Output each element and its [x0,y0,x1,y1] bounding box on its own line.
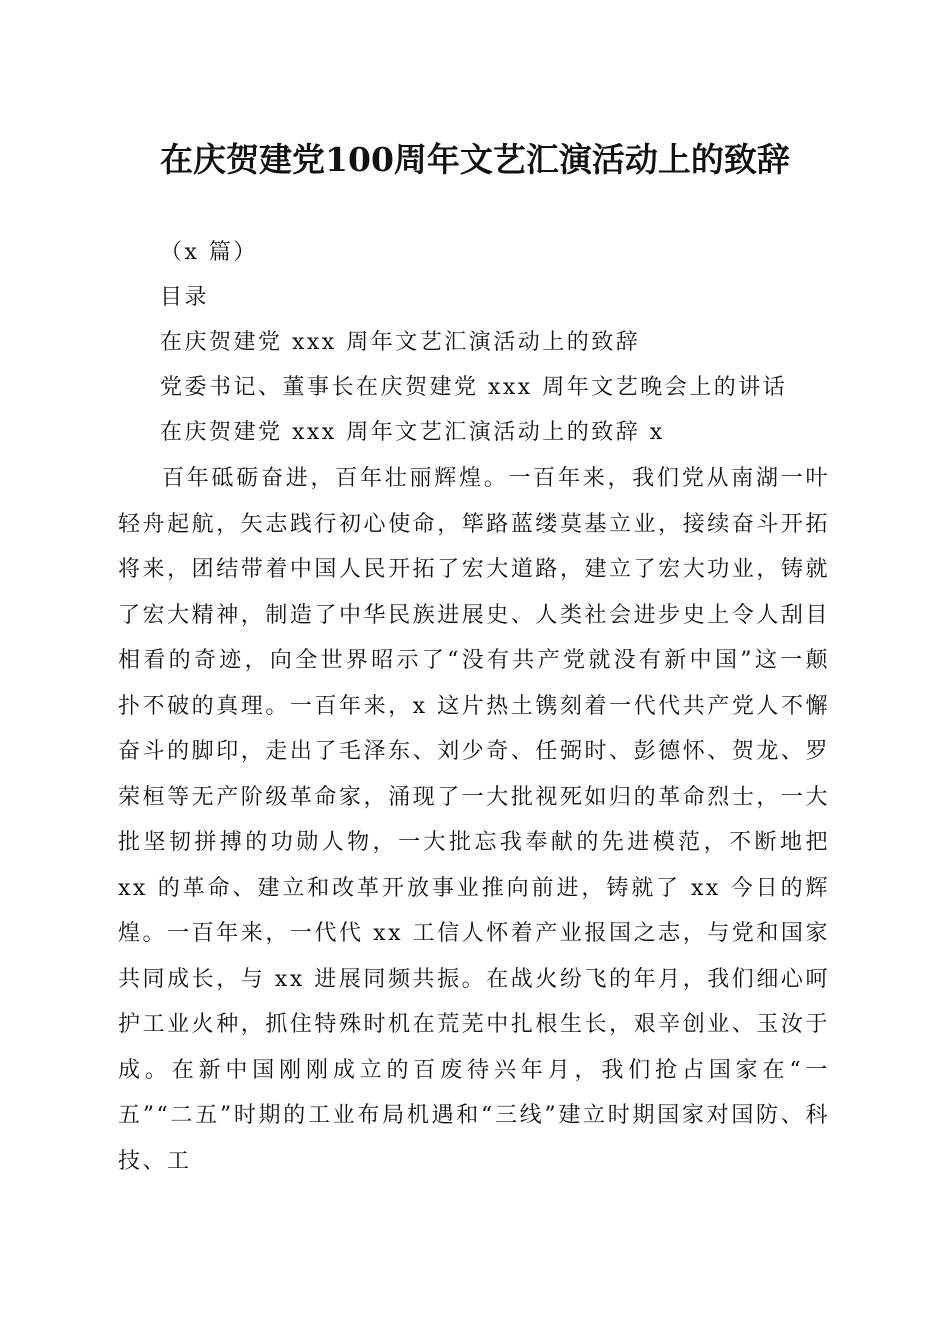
toc-heading: 目录 [160,285,210,310]
document-title: 在庆贺建党100周年文艺汇演活动上的致辞 [160,140,790,179]
body-paragraph: 百年砥砺奋进，百年壮丽辉煌。一百年来，我们党从南湖一叶轻舟起航，矢志践行初心使命，筚路蓝缕莫基立业，接续奋斗开拓将来，团结带着中国人民开拓了宏大道路，建立了宏大功业，铸就了宏大精神，制造了中华民族进展史、人类社会进步史上令人刮目相看的奇迹，向全世界昭示了“没有共产党就没有新中国”这一颠扑不破的真理。一百年来，x 这片热土镌刻着一代代共产党人不懈奋斗的脚印，走出了毛泽东、刘少奇、任弼时、彭德怀、贺龙、罗荣桓等无产阶级革命家，涌现了一大批视死如归的革命烈士，一大批坚韧拼搏的功勋人物，一大批忘我奉献的先进模范，不断地把 xx 的革命、建立和改革开放事业推向前进，铸就了 xx 今日的辉煌。一百年来，一代代 xx 工信人怀着产业报国之志，与党和国家共同成长，与 xx 进展同频共振。在战火纷飞的年月，我们细心呵护工业火种，抓住特殊时机在荒芜中扎根生长，艰辛创业、玉汝于成。在新中国刚刚成立的百废待兴年月，我们抢占国家在“一五”“二五”时期的工业布局机遇和“三线”建立时期国家对国防、科技、工 [118,466,830,1174]
toc-item[interactable]: 在庆贺建党 xxx 周年文艺汇演活动上的致辞 [160,330,641,355]
toc-item[interactable]: 在庆贺建党 xxx 周年文艺汇演活动上的致辞 x [160,420,665,445]
toc-item[interactable]: 党委书记、董事长在庆贺建党 xxx 周年文艺晚会上的讲话 [160,375,788,400]
document-subtitle: （x 篇） [160,240,258,265]
